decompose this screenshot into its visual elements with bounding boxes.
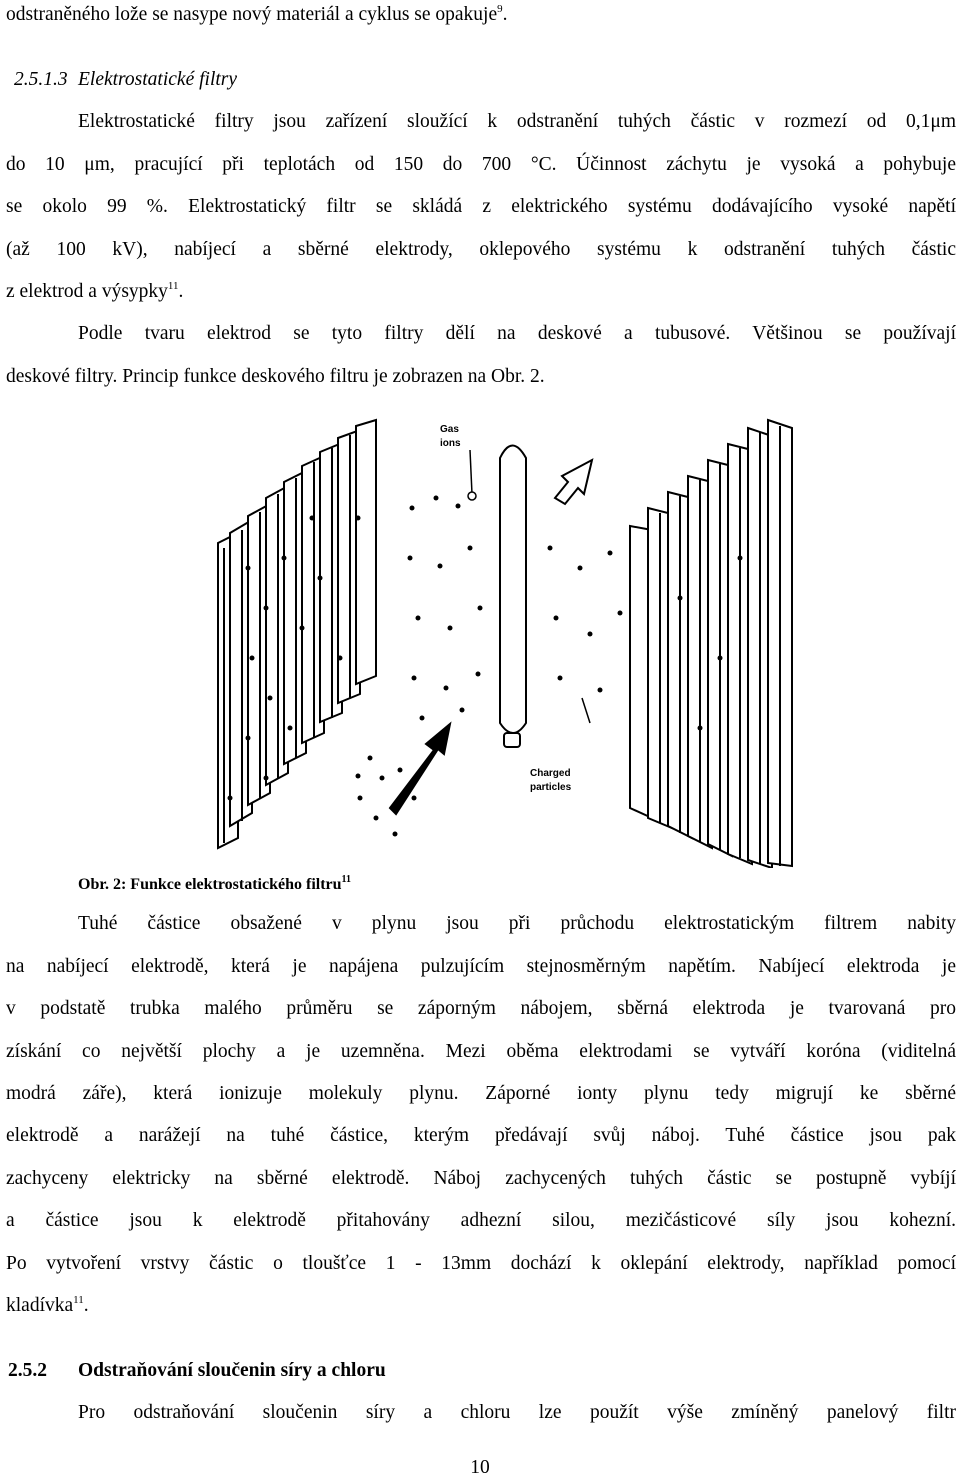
discharge-electrode	[500, 446, 526, 748]
footnote-ref: 11	[341, 874, 351, 885]
paragraph-line: získání co největší plochy a je uzemněna. Mezi oběma elektrodami se vytváří koróna (viditelná	[6, 1041, 956, 1062]
paragraph-line: se okolo 99 %. Elektrostatický filtr se skládá z elektrického systému dodávajícího vysoké napětí	[6, 196, 956, 217]
paragraph-line: elektrodě a narážejí na tuhé částice, kterým předávají svůj náboj. Tuhé částice jsou pak	[6, 1125, 956, 1146]
section-heading-2-5-2: 2.5.2 Odstraňování sloučenin síry a chloru	[8, 1360, 386, 1381]
paragraph-line: zachyceny elektricky na sběrné elektrodě. Náboj zachycených tuhých částic se postupně vybíjí	[6, 1168, 956, 1189]
paragraph-line: modrá záře), která ionizuje molekuly plynu. Záporné ionty plynu tedy migrují ke sběrné	[6, 1083, 956, 1104]
gas-outlet-arrow	[555, 460, 592, 504]
footnote-ref: 9	[497, 3, 503, 15]
section-heading-2-5-1-3: 2.5.1.3 Elektrostatické filtry	[14, 69, 238, 90]
footnote-ref: 11	[167, 280, 179, 292]
paragraph-line: Po vytvoření vrstvy částic o tloušťce 1 - 13mm dochází k oklepání elektrody, například pomocí	[6, 1253, 956, 1274]
paragraph-line: z elektrod a výsypky$^{11}$.	[6, 280, 184, 302]
paragraph-line: Pro odstraňování sloučenin síry a chloru lze použít výše zmíněný panelový filtr	[78, 1402, 956, 1423]
gas-ions-label: ions	[440, 438, 461, 449]
paragraph-line: do 10 μm, pracující při teplotách od 150 do 700 °C. Účinnost záchytu je vysoká a pohybuje	[6, 154, 956, 175]
paragraph-line: a částice jsou k elektrodě přitahovány adhezní silou, mezičásticové síly jsou kohezní.	[6, 1210, 956, 1231]
page-number: 10	[470, 1457, 490, 1478]
paragraph-line: Tuhé částice obsažené v plynu jsou při průchodu elektrostatickým filtrem nabity	[78, 913, 956, 934]
paragraph-line: v podstatě trubka malého průměru se záporným nábojem, sběrná elektroda je tvarovaná pro	[6, 998, 956, 1019]
left-collecting-plates	[218, 420, 376, 848]
electrostatic-filter-figure	[200, 398, 810, 868]
right-collecting-plates	[630, 420, 792, 868]
paragraph-line: Podle tvaru elektrod se tyto filtry dělí na deskové a tubusové. Většinou se používají	[78, 323, 956, 344]
footnote-ref: 11	[73, 1294, 84, 1306]
paragraph-line: Elektrostatické filtry jsou zařízení sloužící k odstranění tuhých částic v rozmezí od 0,1μm	[78, 111, 956, 132]
paragraph-line: na nabíjecí elektrodě, která je napájena pulzujícím stejnosměrným napětím. Nabíjecí elektroda je	[6, 956, 956, 977]
gas-ions-label: Gas	[440, 424, 459, 435]
paragraph-line: odstraněného lože se nasype nový materiál a cyklus se opakuje$^9$.	[6, 3, 508, 25]
paragraph-line: deskové filtry. Princip funkce deskového filtru je zobrazen na Obr. 2.	[6, 366, 545, 387]
charged-particles-label: particles	[530, 782, 572, 793]
paragraph-line: (až 100 kV), nabíjecí a sběrné elektrody, oklepového systému k odstranění tuhých částic	[6, 239, 956, 260]
figure-caption: Obr. 2: Funkce elektrostatického filtru$^{11}$	[78, 874, 351, 893]
paragraph-line: kladívka$^{11}$.	[6, 1294, 89, 1316]
charged-particles-label: Charged	[530, 768, 571, 779]
